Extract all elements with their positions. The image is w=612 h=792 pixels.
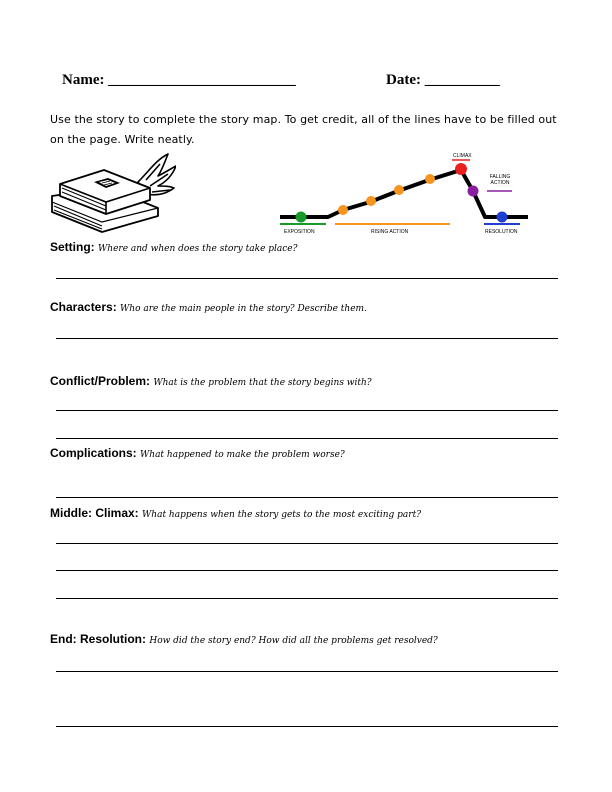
climax-heading — [50, 506, 421, 520]
characters-answer-line-1[interactable] — [56, 338, 558, 339]
characters-heading — [50, 300, 367, 314]
complications-title: Complications: — [50, 446, 137, 460]
setting-answer-line-1[interactable] — [56, 278, 558, 279]
climax-dot — [455, 163, 467, 175]
characters-title: Characters: — [50, 300, 117, 314]
conflict-heading — [50, 374, 372, 388]
rising-dot-1 — [338, 205, 348, 215]
climax-prompt: What happens when the story gets to the most exciting part? — [142, 510, 422, 520]
instructions: Use the story to complete the story map. To get credit, all of the lines have to be filled out on the page. Write neatly. — [50, 113, 557, 146]
climax-answer-line-1[interactable] — [56, 543, 558, 544]
exposition-label: EXPOSITION — [284, 229, 315, 235]
resolution-title: End: Resolution: — [50, 632, 146, 646]
story-map-diagram — [280, 150, 530, 238]
rising-dot-4 — [425, 174, 435, 184]
falling-dot — [468, 186, 479, 197]
name-label: Name: — [62, 72, 105, 88]
resolution-label: RESOLUTION — [485, 229, 518, 235]
setting-title: Setting: — [50, 240, 95, 254]
conflict-answer-line-1[interactable] — [56, 410, 558, 411]
climax-answer-line-3[interactable] — [56, 598, 558, 599]
conflict-title: Conflict/Problem: — [50, 374, 151, 388]
conflict-answer-line-2[interactable] — [56, 438, 558, 439]
climax-label: CLIMAX — [453, 153, 472, 159]
date-field[interactable] — [386, 72, 500, 89]
date-label: Date: — [386, 72, 421, 88]
characters-prompt: Who are the main people in the story? Describe them. — [120, 304, 367, 314]
setting-heading — [50, 240, 297, 254]
conflict-prompt: What is the problem that the story begins with? — [153, 378, 372, 388]
complications-heading — [50, 446, 345, 460]
resolution-dot — [497, 212, 508, 223]
resolution-answer-line-1[interactable] — [56, 671, 558, 672]
climax-answer-line-2[interactable] — [56, 570, 558, 571]
book-icon — [46, 152, 176, 238]
name-blank[interactable]: _________________________ — [108, 72, 296, 88]
rising-dot-2 — [366, 196, 376, 206]
exposition-dot — [296, 212, 307, 223]
resolution-prompt: How did the story end? How did all the problems get resolved? — [149, 636, 438, 646]
climax-title: Middle: Climax: — [50, 506, 139, 520]
rising-action-label: RISING ACTION — [371, 229, 409, 235]
date-blank[interactable]: __________ — [424, 72, 500, 88]
complications-answer-line-1[interactable] — [56, 497, 558, 498]
complications-prompt: What happened to make the problem worse? — [140, 450, 345, 460]
falling-action-label: FALLING ACTION — [489, 174, 511, 186]
resolution-heading — [50, 632, 438, 646]
rising-dot-3 — [394, 185, 404, 195]
setting-prompt: Where and when does the story take place? — [98, 244, 298, 254]
resolution-answer-line-2[interactable] — [56, 726, 558, 727]
name-field[interactable] — [62, 72, 296, 89]
